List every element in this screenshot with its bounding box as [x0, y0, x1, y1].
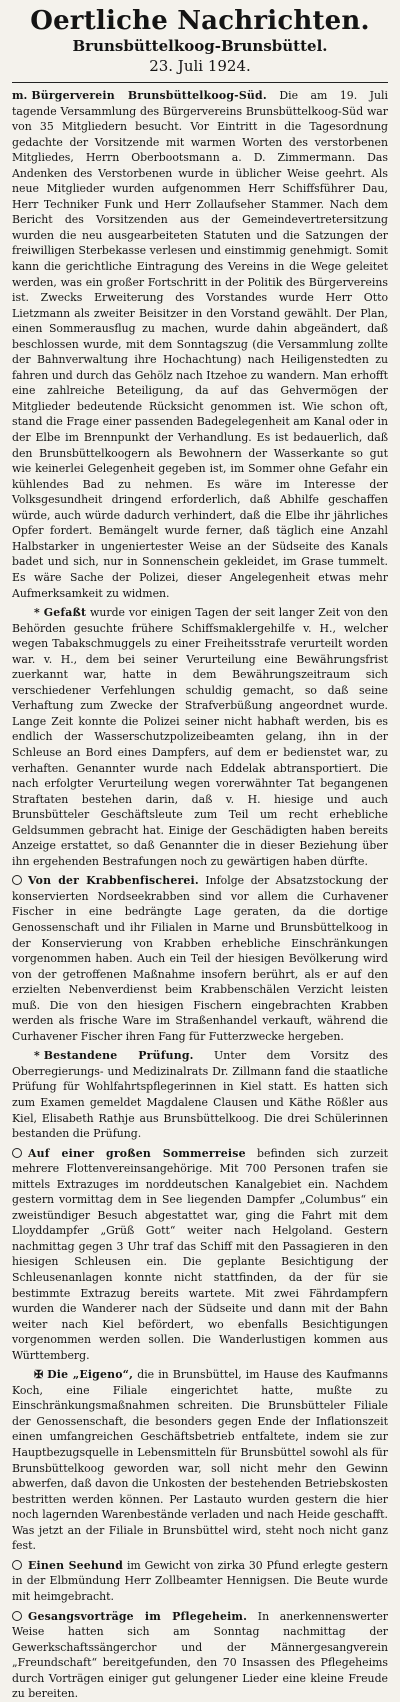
- circle-bullet-icon: [12, 1560, 22, 1570]
- circle-bullet-icon: [12, 875, 22, 885]
- locality-heading: Brunsbüttelkoog-Brunsbüttel.: [72, 37, 328, 55]
- article-heading: Von der Krabbenfischerei.: [28, 874, 199, 888]
- article-body: wurde vor einigen Tagen der seit langer Zeit von den Behörden gesuchte frühere Schiffsmaklergehilfe v. H., welcher wegen Tabakschmuggels zu einer Freiheitsstrafe verurteilt worden war. v. H., dem bei seiner Verurteilung eine Bewährungsfrist zuerkannt war, hatte in dem Bewährungszeitraum sich verschiedener Verfehlungen schuldig gemacht, so daß seine Verhaftung zum Zwecke der Strafverbüßung angeordnet wurde. Lange Zeit konnte die Polizei seiner nicht habhaft werden, bis es endlich der Wasserschutzpolizeibeamten gelang, ihn in der Schleuse an Bord eines Dampfers, auf dem er bedienstet war, zu verhaften. Genannter wurde nach Eddelak abtransportiert. Die nach erfolgter Verurteilung wegen vorerwähnter Tat begangenen Straftaten bestehen darin, daß v. H. hiesige und auch Brunsbütteler Geschäftsleute zum Teil um recht erhebliche Geldsummen gebracht hat. Einige der Geschädigten haben bereits Anzeige erstattet, so daß Genannter die in dieser Beziehung über ihn ergehenden Bestrafungen noch zu gewärtigen haben dürfte.: [12, 606, 388, 868]
- article-pruefung: [12, 1048, 388, 1141]
- article-marker: m.: [12, 89, 28, 102]
- article-body: Die am 19. Juli tagende Versammlung des Bürgervereins Brunsbüttelkoog-Süd war von 35 Mitgliedern besucht. Vor Eintritt in die Tagesordnung gedachte der Vorsitzende mit warmen Worten des verstorbenen Mitgliedes, Herrn Oberbootsmann a. D. Zimmermann. Das Andenken des Verstorbenen wurde in üblicher Weise geehrt. Als neue Mitglieder wurden aufgenommen Herr Schiffsführer Dau, Herr Techniker Funk und Herr Zollaufseher Stammer. Nach dem Bericht des Vorsitzenden aus der Gemeindevertretersitzung wurden die neu ausgearbeiteten Statuten und die Satzungen der freiwilligen Sterbekasse verlesen und einstimmig genehmigt. Somit kann die gerichtliche Eintragung des Vereins in die Wege geleitet werden, was ein großer Fortschritt in der Politik des Bürgervereins ist. Zwecks Erweiterung des Vorstandes wurde Herr Otto Lietzmann als zweiter Beisitzer in den Vorstand gewählt. Der Plan, einen Sommerausflug zu machen, wurde dahin abgeändert, daß beschlossen wurde, mit dem Sonntagszug (die Versammlung zollte der Bahnverwaltung ihre Hochachtung) nach Heiligenstedten zu fahren und durch das Gehölz nach Itzehoe zu wandern. Man erhofft eine zahlreiche Beteiligung, da auf das Gehvermögen der Mitglieder bedeutende Rücksicht genommen ist. Wie schon oft, stand die Frage einer passenden Badegelegenheit am Kanal oder in der Elbe im Brennpunkt der Verhandlung. Es ist bedauerlich, daß den Brunsbüttelkoogern als Bewohnern der Wasserkante so gut wie keinerlei Gelegenheit gegeben ist, im Sommer ohne Gefahr ein kühlendes Bad zu nehmen. Es wäre im Interesse der Volksgesundheit dringend erforderlich, daß Abhilfe geschaffen würde, auch würde dadurch verhindert, daß die Elbe ihr jährliches Opfer fordert. Bemängelt wurde ferner, daß täglich eine Anzahl Halbstarker in ungeniertester Weise an der Südseite des Kanals badet und sich, nur in Sonnenschein gekleidet, im Grase tummelt. Es wäre Sache der Polizei, dieser Angelegenheit etwas mehr Aufmerksamkeit zu widmen.: [12, 89, 389, 600]
- article-sommerreise: [12, 1146, 388, 1364]
- article-body: im Gewicht von zirka 30 Pfund erlegte gestern in der Elbmündung Herr Zollbeamter Hennigsen. Die Beute wurde mit heimgebracht.: [12, 1558, 388, 1603]
- article-body: die in Brunsbüttel, im Hause des Kaufmanns Koch, eine Filiale eingerichtet hatte, mußte zu Einschränkungsmaßnahmen schreiten. Die Brunsbütteler Filiale der Genossenschaft, die besonders gegen Ende der Inflationszeit einen umfangreichen Geschäftsbetrieb entfaltete, indem sie zur Hauptbezugsquelle in Lebensmitteln für Brunsbüttel sowohl als für Brunsbüttelkoog geworden war, soll nicht mehr den Gewinn abwerfen, daß davon die Unkosten der bestehenden Betriebskosten bestritten werden können. Per Lastauto wurden gestern die hier noch lagernden Warenbestände verladen und nach Heide geschafft. Was jetzt an der Filiale in Brunsbüttel wird, steht noch nicht ganz fest.: [12, 1368, 388, 1553]
- article-heading: Die „Eigeno“,: [47, 1368, 134, 1382]
- article-heading: Einen Seehund: [28, 1558, 124, 1572]
- article-krabbenfischerei: [12, 873, 388, 1044]
- article-body: In anerkennenswerter Weise hatten sich am Sonntag nachmittag der Gewerkschaftssängerchor und der Männergesangverein „Freundschaft“ bereitgefunden, den 70 Insassen des Pflegeheims durch Vorträgen einiger gut gelungener Lieder eine kleine Freude zu bereiten.: [12, 1609, 389, 1701]
- article-marker: *: [34, 1049, 40, 1063]
- article-seehund: [12, 1558, 388, 1605]
- article-marker: ✠: [34, 1368, 44, 1382]
- article-eigeno: [12, 1367, 388, 1554]
- page-title: Oertliche Nachrichten.: [30, 6, 370, 36]
- article-gesangsvortraege: [12, 1609, 388, 1702]
- article-gefasst: [12, 605, 388, 869]
- issue-date: 23. Juli 1924.: [149, 57, 251, 75]
- header-rule: [12, 82, 388, 83]
- article-buergerverein: [12, 88, 388, 601]
- article-heading: Gefaßt: [43, 606, 87, 620]
- article-heading: Auf einer großen Sommerreise: [28, 1146, 246, 1160]
- article-heading: Bestandene Prüfung.: [43, 1049, 194, 1063]
- circle-bullet-icon: [12, 1148, 22, 1158]
- article-marker: *: [34, 606, 40, 620]
- masthead: [12, 6, 388, 76]
- article-body: befinden sich zurzeit mehrere Flottenvereinsangehörige. Mit 700 Personen trafen sie mittels Extrazuges im norddeutschen Kanalgebiet ein. Nachdem gestern vormittag dem in See liegenden Dampfer „Columbus“ ein zweistündiger Besuch abgestattet war, ging die Fahrt mit dem Lloyddampfer „Grüß Gott“ weiter nach Helgoland. Gestern nachmittag gegen 3 Uhr traf das Schiff mit den Passagieren in den hiesigen Schleusen ein. Die geplante Besichtigung der Schleusenanlagen konnte nicht stattfinden, da der für sie bestimmte Extrazug bereits wartete. Mit zwei Fährdampfern wurden die Wanderer nach der Südseite und dann mit der Bahn weiter nach Kiel befördert, wo ebenfalls Besichtigungen vorgenommen werden sollen. Die Wanderlustigen kommen aus Württemberg.: [12, 1146, 388, 1362]
- article-body: Unter dem Vorsitz des Oberregierungs- und Medizinalrats Dr. Zillmann fand die staatliche Prüfung für Wohlfahrtspflegerinnen in Kiel statt. Es hatten sich zum Examen gemeldet Magdalene Clausen und Käthe Rößler aus Kiel, Elisabeth Rathje aus Brunsbüttelkoog. Die drei Schülerinnen bestanden die Prüfung.: [12, 1049, 388, 1141]
- article-body: Infolge der Absatzstockung der konservierten Nordseekrabben sind vor allem die Curhavener Fischer in eine bedrängte Lage geraten, da die dortige Genossenschaft und ihr Filialen in Marne und Brunsbüttelkoog in der Konservierung von Krabben erhebliche Einschränkungen vorgenommen haben. Auch ein Teil der hiesigen Bevölkerung wird von der getroffenen Maßnahme insofern berührt, als er auf den erzielten Nebenverdienst beim Krabbenschälen Verzicht leisten muß. Die von den hiesigen Fischern eingebrachten Krabben werden als frische Ware im Straßenhandel verkauft, während die Curhavener Fischer ihren Fang für Futterzwecke hergeben.: [12, 874, 388, 1043]
- circle-bullet-icon: [12, 1611, 22, 1621]
- article-heading: Gesangsvorträge im Pflegeheim.: [28, 1609, 248, 1623]
- article-heading: Bürgerverein Brunsbüttelkoog-Süd.: [31, 89, 267, 102]
